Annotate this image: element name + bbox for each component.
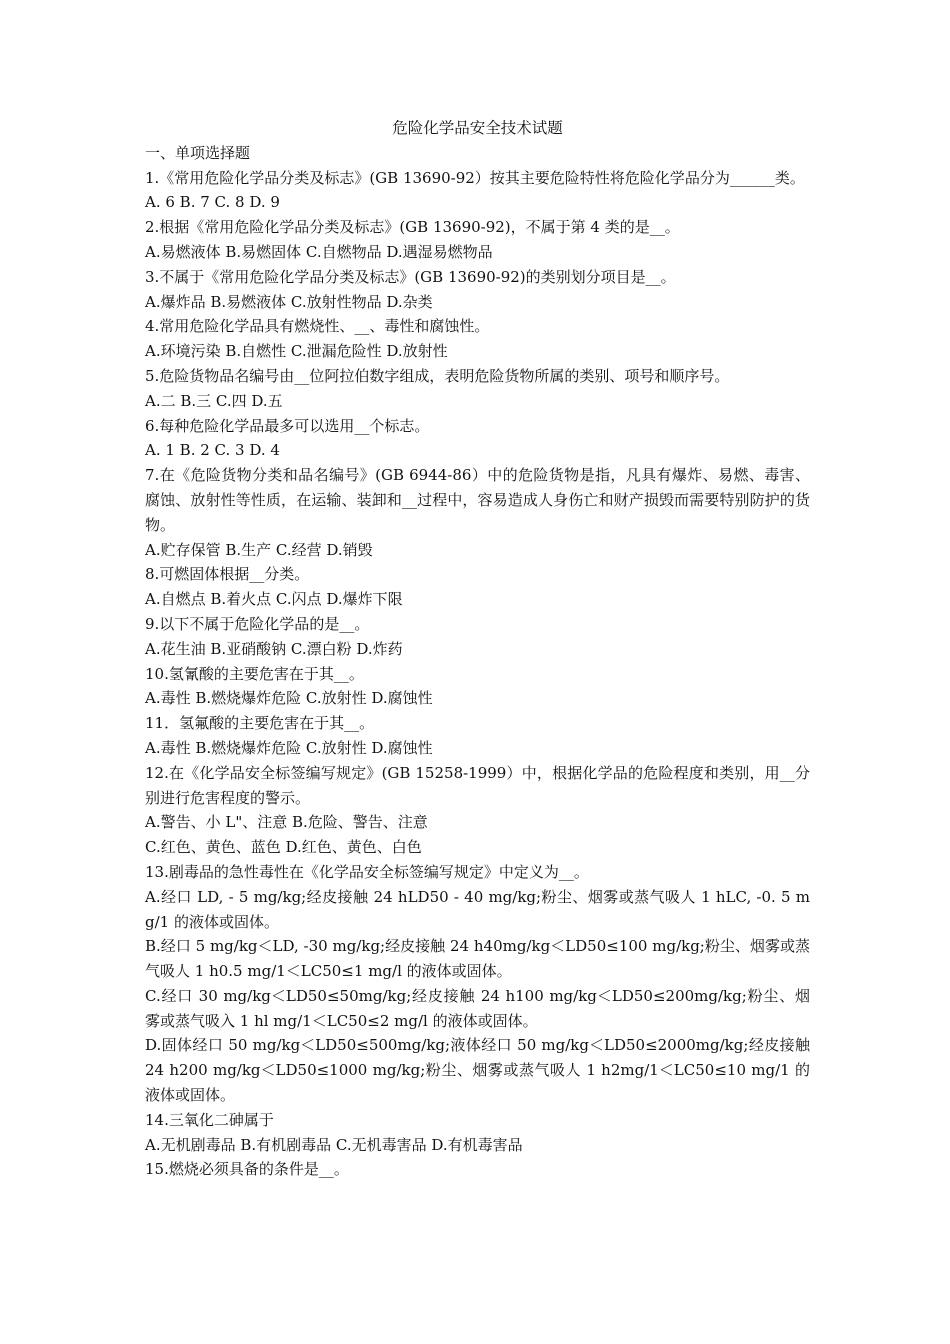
document-line: A.毒性 B.燃烧爆炸危险 C.放射性 D.腐蚀性 <box>145 689 433 708</box>
document-line: 9.以下不属于危险化学品的是__。 <box>145 614 370 633</box>
document-line: A.警告、小 L"、注意 B.危险、警告、注意 <box>145 813 428 832</box>
document-line: A. 6 B. 7 C. 8 D. 9 <box>145 193 280 212</box>
document-line: A.花生油 B.亚硝酸钠 C.漂白粉 D.炸药 <box>145 639 403 658</box>
document-line: 8.可燃固体根据__分类。 <box>145 565 310 584</box>
document-line: 3.不属于《常用危险化学品分类及标志》(GB 13690-92)的类别划分项目是__。 <box>145 267 676 286</box>
document-line: A.爆炸品 B.易燃液体 C.放射性物品 D.杂类 <box>145 292 433 311</box>
document-line: 4.常用危险化学品具有燃烧性、__、毒性和腐蚀性。 <box>145 317 490 336</box>
document-line: A.自燃点 B.着火点 C.闪点 D.爆炸下限 <box>145 590 403 609</box>
document-line: A.毒性 B.燃烧爆炸危险 C.放射性 D.腐蚀性 <box>145 738 433 757</box>
document-line: A.经口 LD, - 5 mg/kg;经皮接触 24 hLD50 - 40 mg/kg;粉尘、烟雾或蒸气吸人 1 hLC, -0. 5 mg/1 的液体或固体。 <box>145 887 810 931</box>
document-body <box>145 141 810 1182</box>
document-line: 一、单项选择题 <box>145 143 251 162</box>
document-line: C.经口 30 mg/kg＜LD50≤50mg/kg;经皮接触 24 h100 mg/kg＜LD50≤200mg/kg;粉尘、烟雾或蒸气吸入 1 hl mg/1＜LC50≤2 mg/l 的液体或固体。 <box>145 986 810 1030</box>
document-line: 7.在《危险货物分类和品名编号》(GB 6944-86）中的危险货物是指，凡具有爆炸、易燃、毒害、腐蚀、放射性等性质，在运输、装卸和__过程中，容易造成人身伤亡和财产损毁而需要特别防护的货物。 <box>145 466 810 534</box>
document-line: A.环境污染 B.自燃性 C.泄漏危险性 D.放射性 <box>145 342 448 361</box>
document-line: 2.根据《常用危险化学品分类及标志》(GB 13690-92)，不属于第 4 类的是__。 <box>145 218 680 237</box>
document-title: 危险化学品安全技术试题 <box>392 119 563 137</box>
document-line: 6.每种危险化学品最多可以选用__个标志。 <box>145 416 430 435</box>
document-line: 14.三氧化二砷属于 <box>145 1110 274 1129</box>
document-line: A.贮存保管 B.生产 C.经营 D.销毁 <box>145 540 373 559</box>
document-line: 11．氢氟酸的主要危害在于其__。 <box>145 714 375 733</box>
document-line: C.红色、黄色、蓝色 D.红色、黄色、白色 <box>145 838 422 857</box>
document-line: 10.氢氰酸的主要危害在于其__。 <box>145 664 364 683</box>
document-line: D.固体经口 50 mg/kg＜LD50≤500mg/kg;液体经口 50 mg/kg＜LD50≤2000mg/kg;经皮接触 24 h200 mg/kg＜LD50≤1000 mg/kg;粉尘、烟雾或蒸气吸人 1 h2mg/1＜LC50≤10 mg/1 的液体或固体。 <box>145 1036 810 1105</box>
document-line: A. 1 B. 2 C. 3 D. 4 <box>145 441 280 460</box>
document-page <box>145 116 810 1182</box>
document-line: 15.燃烧必须具备的条件是__。 <box>145 1160 349 1179</box>
document-line: B.经口 5 mg/kg＜LD, -30 mg/kg;经皮接触 24 h40mg/kg＜LD50≤100 mg/kg;粉尘、烟雾或蒸气吸人 1 h0.5 mg/1＜LC50≤1 mg/l 的液体或固体。 <box>145 937 810 981</box>
document-line: A.易燃液体 B.易燃固体 C.自燃物品 D.遇湿易燃物品 <box>145 242 493 261</box>
document-line: A.二 B.三 C.四 D.五 <box>145 391 283 410</box>
document-line: 5.危险货物品名编号由__位阿拉伯数字组成，表明危险货物所属的类别、项号和顺序号。 <box>145 366 730 385</box>
document-line: A.无机剧毒品 B.有机剧毒品 C.无机毒害品 D.有机毒害品 <box>145 1135 523 1154</box>
document-line: 13.剧毒品的急性毒性在《化学品安全标签编写规定》中定义为__。 <box>145 862 589 881</box>
document-line: 12.在《化学品安全标签编写规定》(GB 15258-1999）中，根据化学品的危险程度和类别，用__分别进行危害程度的警示。 <box>145 763 810 807</box>
document-line: 1.《常用危险化学品分类及标志》(GB 13690-92）按其主要危险特性将危险化学品分为______类。 <box>145 168 805 187</box>
